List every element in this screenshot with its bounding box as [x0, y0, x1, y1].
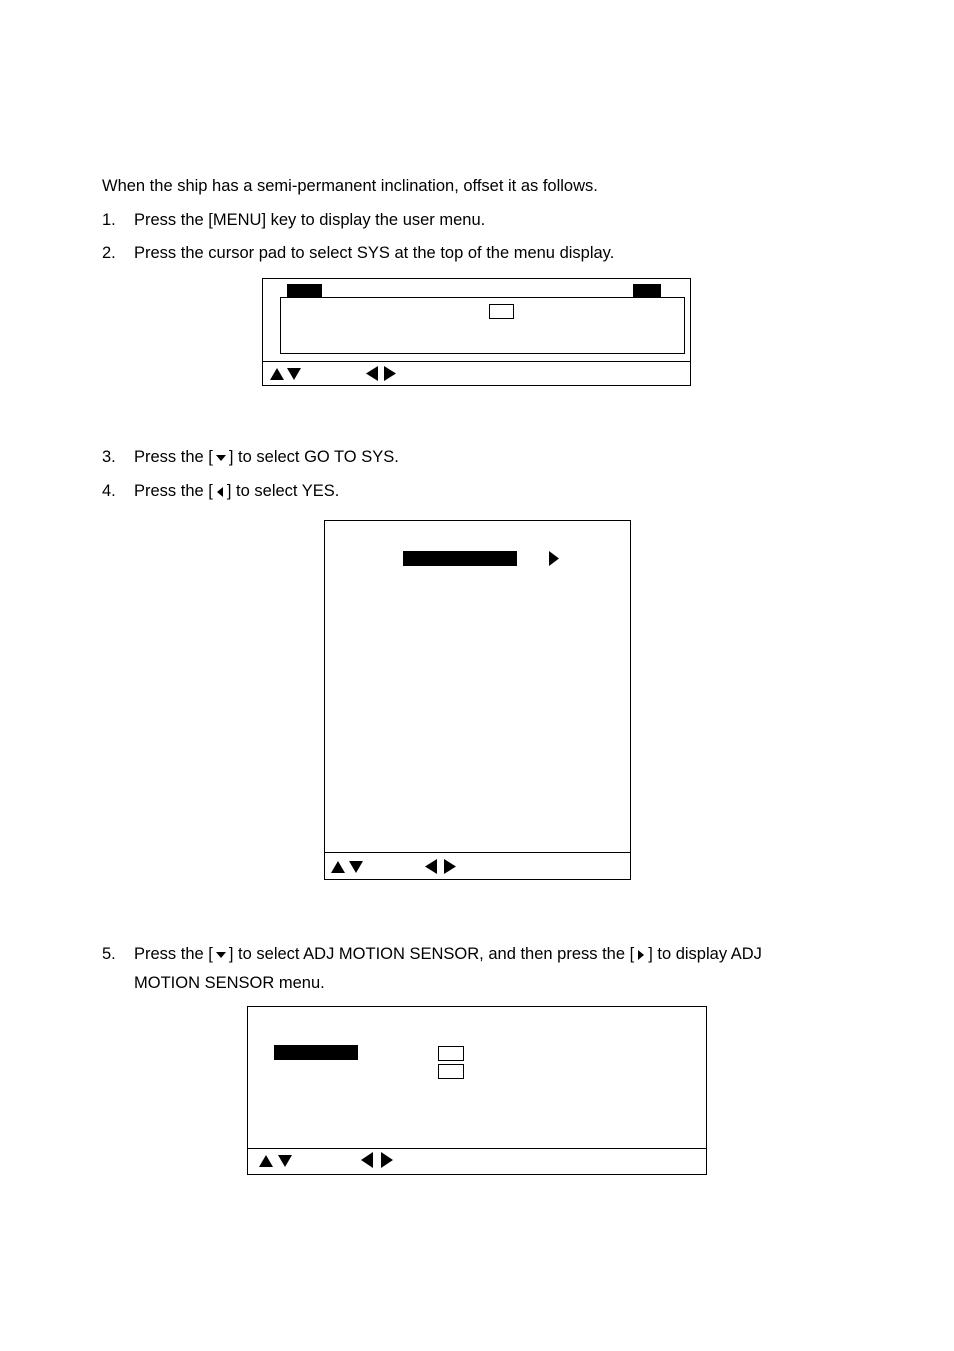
step-3-text	[134, 447, 399, 467]
step-5-text-continued: MOTION SENSOR menu.	[134, 974, 325, 992]
left-arrow-icon	[425, 859, 437, 874]
value-box-1[interactable]	[438, 1046, 464, 1061]
step-5-text-mid: ] to select ADJ MOTION SENSOR, and then press the [	[228, 945, 635, 963]
step-3-number: 3.	[102, 448, 116, 466]
step-4-text	[134, 481, 339, 501]
right-arrow-icon	[384, 366, 396, 381]
go-to-sys-highlight[interactable]	[403, 551, 517, 566]
step-2-number: 2.	[102, 244, 116, 262]
step-1-text: Press the [MENU] key to display the user menu.	[134, 211, 486, 229]
down-arrow-icon	[215, 453, 227, 463]
step-3-text-post: ] to select GO TO SYS.	[228, 448, 399, 466]
up-arrow-icon	[331, 861, 345, 873]
step-4-text-post: ] to select YES.	[226, 482, 340, 500]
menu-content-frame	[280, 297, 685, 354]
right-arrow-icon	[636, 949, 646, 961]
menu-tab-highlight-left[interactable]	[287, 284, 322, 297]
down-arrow-icon	[215, 950, 227, 960]
step-5-number: 5.	[102, 945, 116, 963]
value-box-2[interactable]	[438, 1064, 464, 1079]
menu-small-box	[489, 304, 514, 319]
step-5-text-pre: Press the [	[134, 945, 213, 963]
sys-menu-display	[324, 520, 631, 880]
menu-tab-highlight-sys[interactable]	[633, 284, 661, 297]
step-3-text-pre: Press the [	[134, 448, 213, 466]
up-arrow-icon	[270, 368, 284, 380]
step-5-text-post: ] to display ADJ	[648, 945, 762, 963]
step-1-number: 1.	[102, 211, 116, 229]
step-5-text	[134, 944, 762, 964]
right-arrow-icon	[381, 1152, 393, 1168]
right-arrow-icon	[444, 859, 456, 874]
down-arrow-icon	[349, 861, 363, 873]
down-arrow-icon	[278, 1155, 292, 1167]
sys-menu-footer-divider	[325, 852, 630, 853]
left-arrow-icon	[215, 486, 225, 498]
adj-menu-footer-divider	[248, 1148, 706, 1149]
intro-text: When the ship has a semi-permanent inclination, offset it as follows.	[102, 177, 598, 195]
menu-display-top	[262, 278, 691, 386]
right-arrow-icon	[549, 551, 559, 566]
up-arrow-icon	[259, 1155, 273, 1167]
down-arrow-icon	[287, 368, 301, 380]
menu-footer-divider	[263, 361, 690, 362]
step-2-text: Press the cursor pad to select SYS at the top of the menu display.	[134, 244, 615, 262]
adj-motion-sensor-menu	[247, 1006, 707, 1175]
step-4-number: 4.	[102, 482, 116, 500]
menu-item-highlight[interactable]	[274, 1045, 358, 1060]
left-arrow-icon	[366, 366, 378, 381]
step-4-text-pre: Press the [	[134, 482, 213, 500]
left-arrow-icon	[361, 1152, 373, 1168]
